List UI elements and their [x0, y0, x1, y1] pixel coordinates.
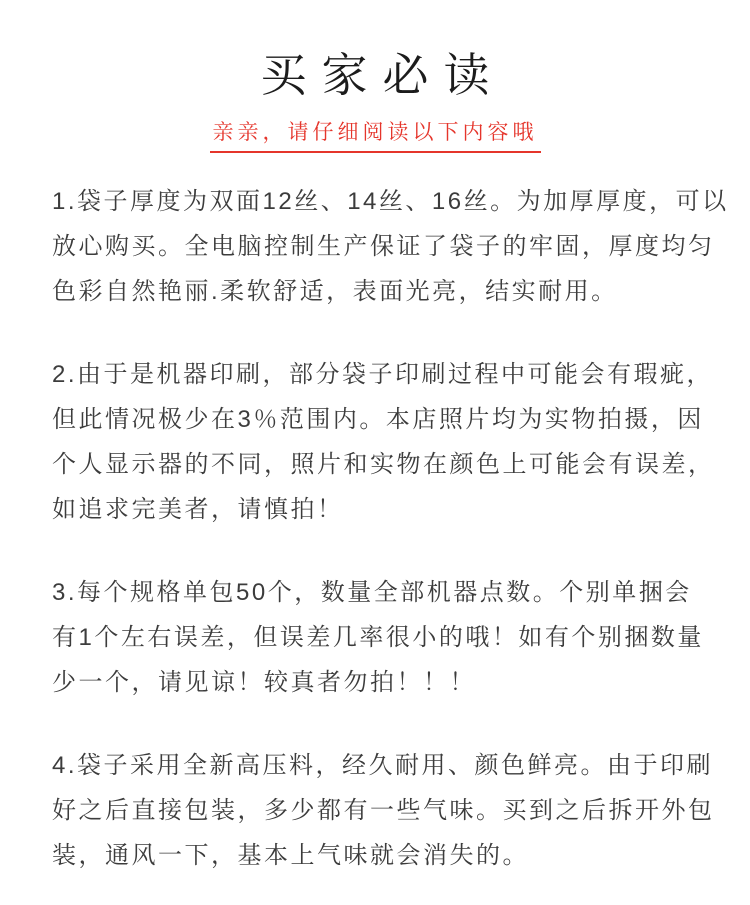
- notice-line: 如追求完美者，请慎拍！: [52, 496, 344, 523]
- notice-line: 但此情况极少在3％范围内。本店照片均为实物拍摄，因: [52, 406, 704, 433]
- notice-line: 1.袋子厚度为双面12丝、14丝、16丝。为加厚厚度，可以: [52, 188, 729, 215]
- notice-paragraph-2: [52, 352, 714, 532]
- notice-paragraph-3: [52, 570, 714, 705]
- subtitle-row: [0, 120, 750, 153]
- notice-line: 有1个左右误差，但误差几率很小的哦！如有个别捆数量: [52, 624, 704, 651]
- notice-paragraph-1: [52, 179, 729, 314]
- subtitle-notice: 亲亲，请仔细阅读以下内容哦: [210, 120, 541, 153]
- notice-content: [0, 179, 750, 878]
- notice-line: 放心购买。全电脑控制生产保证了袋子的牢固，厚度均匀: [52, 233, 715, 260]
- notice-line: 3.每个规格单包50个，数量全部机器点数。个别单捆会: [52, 579, 692, 606]
- notice-line: 2.由于是机器印刷，部分袋子印刷过程中可能会有瑕疵，: [52, 361, 714, 388]
- notice-line: 4.袋子采用全新高压料，经久耐用、颜色鲜亮。由于印刷: [52, 752, 714, 779]
- notice-line: 色彩自然艳丽.柔软舒适，表面光亮，结实耐用。: [52, 278, 618, 305]
- page-title: 买家必读: [260, 49, 505, 101]
- notice-paragraph-4: [52, 743, 714, 878]
- notice-line: 好之后直接包装，多少都有一些气味。买到之后拆开外包: [52, 797, 715, 824]
- notice-line: 装，通风一下，基本上气味就会消失的。: [52, 842, 529, 869]
- notice-line: 个人显示器的不同，照片和实物在颜色上可能会有误差，: [52, 451, 715, 478]
- notice-line: 少一个，请见谅！较真者勿拍！！！: [52, 669, 476, 696]
